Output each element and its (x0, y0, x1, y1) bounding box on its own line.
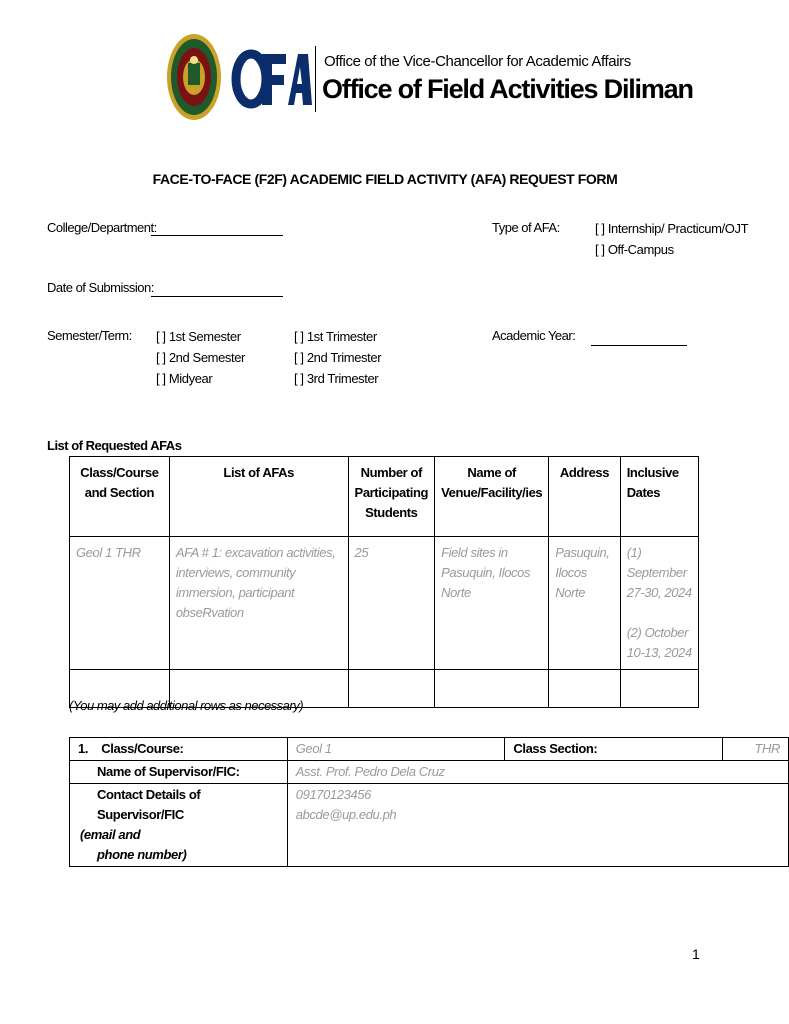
contact-sub-2: phone number) (97, 847, 187, 862)
date-label: Date of Submission: (47, 280, 154, 295)
supervisor-name-value[interactable]: Asst. Prof. Pedro Dela Cruz (287, 761, 788, 784)
cell-dates-1: (1) September 27-30, 2024 (626, 545, 692, 600)
header-venue: Name of Venue/Facility/ies (435, 457, 549, 537)
header-class: Class/Course and Section (70, 457, 170, 537)
contact-label: Contact Details of Supervisor/FIC (97, 787, 201, 822)
cell-empty[interactable] (348, 670, 435, 708)
up-seal-logo (166, 33, 222, 121)
type-label: Type of AFA: (492, 220, 560, 235)
supervisor-name-row (70, 761, 789, 784)
college-label: College/Department: (47, 220, 157, 235)
cell-dates[interactable] (620, 537, 698, 670)
supervisor-table (69, 737, 789, 867)
type-options (595, 218, 748, 260)
semester-label: Semester/Term: (47, 328, 132, 343)
semester-option-midyear[interactable]: [ ] Midyear (156, 371, 213, 386)
contact-label-cell (70, 784, 288, 867)
date-field[interactable] (151, 296, 283, 297)
class-course-label (70, 738, 288, 761)
cell-empty[interactable] (435, 670, 549, 708)
header-address: Address (549, 457, 620, 537)
afa-table (69, 456, 699, 708)
college-field[interactable] (151, 235, 283, 236)
cell-empty[interactable] (549, 670, 620, 708)
trimester-option-1st[interactable]: [ ] 1st Trimester (294, 329, 377, 344)
class-section-label: Class Section: (505, 738, 723, 761)
class-section-value[interactable]: THR (723, 738, 789, 761)
semester-option-1st[interactable]: [ ] 1st Semester (156, 329, 241, 344)
header-divider (315, 46, 316, 112)
page-number: 1 (692, 946, 700, 962)
cell-afas[interactable]: AFA # 1: excavation activities, interviews, community immersion, participant obseRvation (169, 537, 348, 670)
header-dates: Inclusive Dates (620, 457, 698, 537)
cell-venue[interactable]: Field sites in Pasuquin, Ilocos Norte (435, 537, 549, 670)
class-course-label-text: Class/Course: (101, 741, 184, 756)
office-name: Office of Field Activities Diliman (322, 74, 693, 104)
contact-value-cell[interactable] (287, 784, 788, 867)
form-title: FACE-TO-FACE (F2F) ACADEMIC FIELD ACTIVITY (AFA) REQUEST FORM (152, 171, 618, 187)
cell-students[interactable]: 25 (348, 537, 435, 670)
cell-class[interactable]: Geol 1 THR (70, 537, 170, 670)
contact-row (70, 784, 789, 867)
afa-header-row (70, 457, 699, 537)
year-label: Academic Year: (492, 328, 576, 343)
add-rows-note: (You may add additional rows as necessary) (69, 698, 304, 713)
cell-address[interactable]: Pasuquin, Ilocos Norte (549, 537, 620, 670)
semester-options (156, 326, 245, 389)
class-course-row (70, 738, 789, 761)
contact-sub-1: (email and (80, 827, 141, 842)
class-course-value[interactable]: Geol 1 (287, 738, 505, 761)
cell-empty[interactable] (620, 670, 698, 708)
type-option-off-campus[interactable]: [ ] Off-Campus (595, 242, 674, 257)
cell-dates-2: (2) October 10-13, 2024 (626, 625, 692, 660)
afa-list-title: List of Requested AFAs (47, 438, 182, 453)
trimester-option-3rd[interactable]: [ ] 3rd Trimester (294, 371, 379, 386)
phone-value: 09170123456 (295, 787, 371, 802)
type-option-internship[interactable]: [ ] Internship/ Practicum/OJT (595, 221, 749, 236)
supervisor-name-label: Name of Supervisor/FIC: (70, 761, 288, 784)
semester-option-2nd[interactable]: [ ] 2nd Semester (156, 350, 245, 365)
header-afas: List of AFAs (169, 457, 348, 537)
table-row (70, 537, 699, 670)
office-parent-name: Office of the Vice-Chancellor for Academic Affairs (324, 53, 631, 70)
ofa-logo (232, 45, 312, 111)
year-field[interactable] (591, 345, 687, 346)
item-number: 1. (78, 741, 89, 756)
trimester-option-2nd[interactable]: [ ] 2nd Trimester (294, 350, 382, 365)
email-value: abcde@up.edu.ph (295, 807, 397, 822)
trimester-options (294, 326, 381, 389)
header-students: Number of Participating Students (348, 457, 435, 537)
